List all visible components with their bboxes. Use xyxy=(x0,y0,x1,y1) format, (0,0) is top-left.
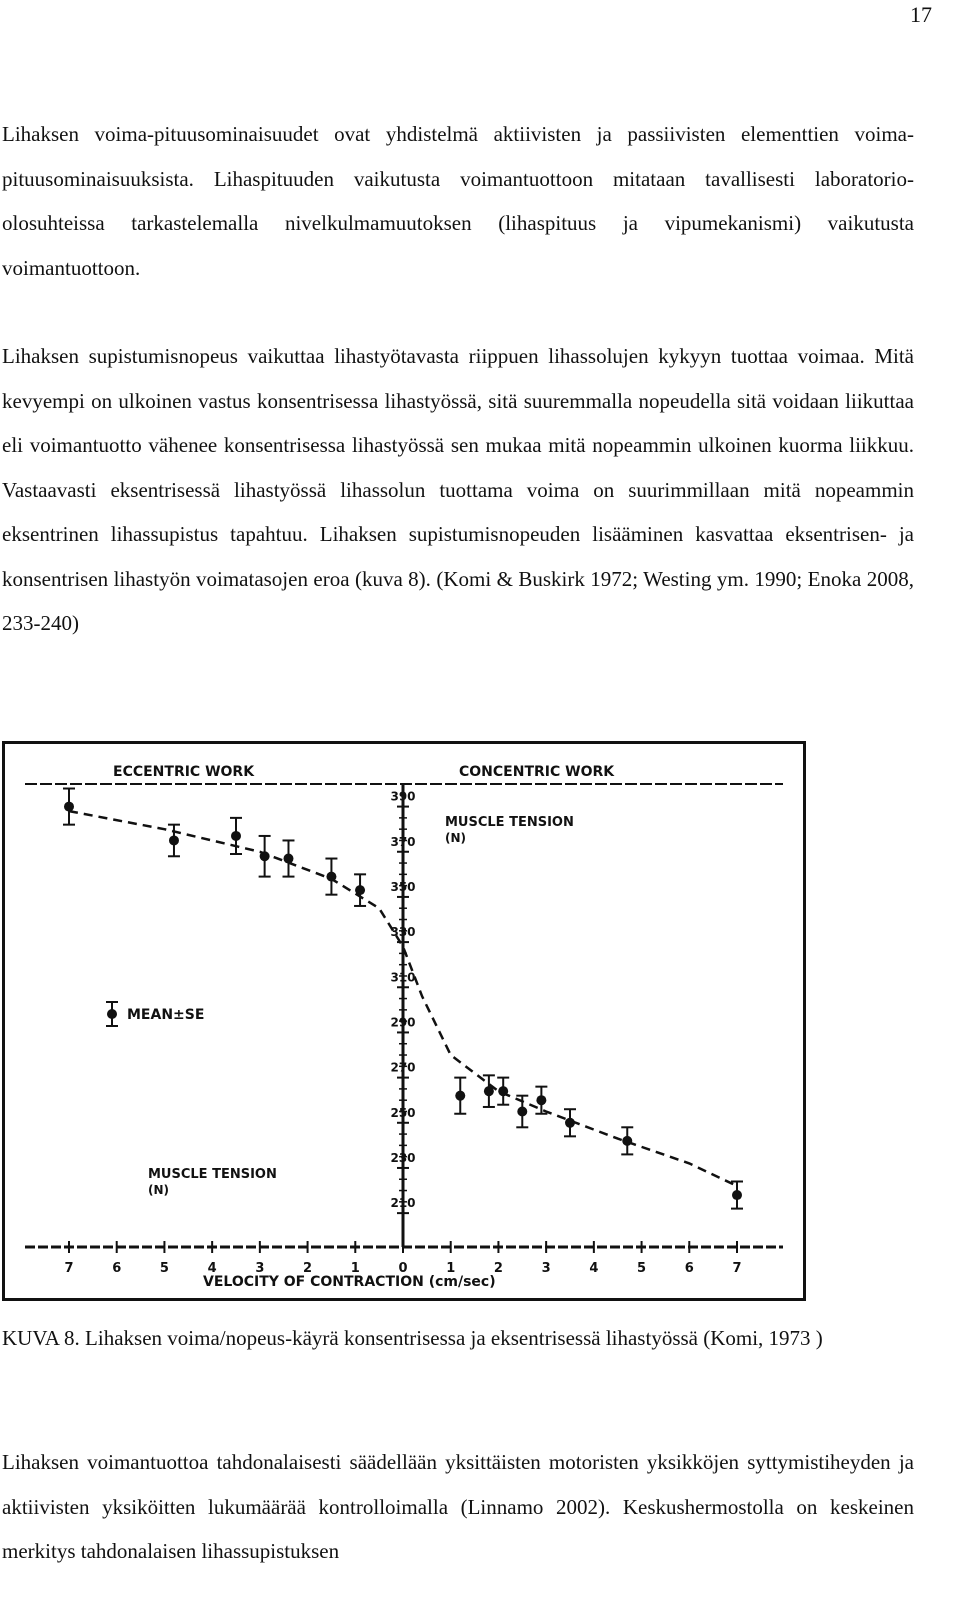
x-tick-label: 1 xyxy=(350,1261,360,1276)
point-marker xyxy=(283,854,293,864)
x-tick-label: 2 xyxy=(303,1261,313,1276)
data-point xyxy=(564,1109,576,1136)
data-point xyxy=(535,1087,547,1114)
point-marker xyxy=(517,1106,527,1116)
x-tick-label: 6 xyxy=(684,1261,694,1276)
tension-unit-bottom: (N) xyxy=(148,1183,170,1197)
data-point xyxy=(168,825,180,857)
point-marker xyxy=(484,1086,494,1096)
point-marker xyxy=(260,851,270,861)
force-velocity-chart xyxy=(5,744,803,1298)
x-tick-label: 5 xyxy=(159,1261,169,1276)
y-tick-label: 390 xyxy=(390,789,416,804)
point-marker xyxy=(326,872,336,882)
point-marker xyxy=(455,1091,465,1101)
tension-label-bottom: MUSCLE TENSION xyxy=(148,1167,277,1182)
x-tick-label: 1 xyxy=(446,1261,456,1276)
point-marker xyxy=(64,802,74,812)
data-point xyxy=(354,874,366,906)
tension-label-top: MUSCLE TENSION xyxy=(445,815,574,830)
x-tick-label: 7 xyxy=(64,1261,74,1276)
data-point xyxy=(282,840,294,876)
tension-unit-top: (N) xyxy=(445,831,467,845)
figure-force-velocity xyxy=(2,741,806,1301)
figure-caption: KUVA 8. Lihaksen voima/nopeus-käyrä konsentrisessa ja eksentrisessä lihastyössä (Komi, 1973 ) xyxy=(2,1326,823,1350)
point-marker xyxy=(498,1086,508,1096)
data-point xyxy=(621,1127,633,1154)
x-tick-label: 2 xyxy=(493,1261,503,1276)
y-tick-label: 250 xyxy=(390,1105,416,1120)
paragraph-length-tension: Lihaksen voima-pituusominaisuudet ovat yhdistelmä aktiivisten ja passiivisten elementtien voima-pituusominaisuuksista. Lihaspituuden vaikutusta voimantuottoon mitataan tavallisesti laboratorio-olosuhteissa tarkastelemalla nivelkulmamuutoksen (lihaspituus ja vipumekanismi) vaikutusta voimantuottoon. xyxy=(2,122,914,280)
legend-symbol xyxy=(106,1002,118,1026)
x-tick-label: 0 xyxy=(398,1261,408,1276)
y-tick-label: 290 xyxy=(390,1015,416,1030)
legend-marker xyxy=(107,1009,117,1019)
tick-layer xyxy=(64,790,741,1276)
legend-label: MEAN±SE xyxy=(127,1007,205,1023)
y-tick-label: 210 xyxy=(390,1196,416,1211)
paragraph-motor-units: Lihaksen voimantuottoa tahdonalaisesti säädellään yksittäisten motoristen yksikköjen syttymistiheyden ja aktiivisten yksiköitten lukumäärää kontrolloimalla (Linnamo 2002). Keskushermostolla on keskeinen merkitys tahdonalaisen lihassupistuksen xyxy=(2,1450,914,1563)
x-tick-label: 3 xyxy=(541,1261,551,1276)
eccentric-label: ECCENTRIC WORK xyxy=(113,764,255,780)
point-marker xyxy=(231,831,241,841)
x-tick-label: 4 xyxy=(589,1261,599,1276)
data-point xyxy=(731,1182,743,1209)
point-marker xyxy=(536,1095,546,1105)
y-tick-label: 370 xyxy=(390,834,416,849)
point-marker xyxy=(169,835,179,845)
data-point xyxy=(497,1078,509,1105)
point-marker xyxy=(565,1118,575,1128)
y-tick-label: 350 xyxy=(390,879,416,894)
y-tick-label: 270 xyxy=(390,1060,416,1075)
point-marker xyxy=(622,1136,632,1146)
x-tick-label: 4 xyxy=(207,1261,217,1276)
x-tick-label: 7 xyxy=(732,1261,742,1276)
x-tick-label: 5 xyxy=(637,1261,647,1276)
data-point xyxy=(63,789,75,825)
data-point xyxy=(230,818,242,854)
paragraph-contraction-velocity: Lihaksen supistumisnopeus vaikuttaa lihastyötavasta riippuen lihassolujen kykyyn tuottaa voimaa. Mitä kevyempi on ulkoinen vastus konsentrisessa lihastyössä, sitä suuremmalla nopeudella sitä voidaan liikuttaa eli voimantuotto vähenee konsentrisessa lihastyössä sen mukaa mitä nopeammin ulkoinen kuorma liikkuu. Vastaavasti eksentrisessä lihastyössä lihassolun tuottama voima on suurimmillaan mitä nopeammin eksentrinen lihassupistus tapahtuu. Lihaksen supistumisnopeuden lisääminen kasvattaa eksentrisen- ja konsentrisen lihastyön voimatasojen eroa (kuva 8). (Komi & Buskirk 1972; Westing ym. 1990; Enoka 2008, 233-240) xyxy=(2,344,914,635)
point-marker xyxy=(732,1190,742,1200)
y-tick-label: 230 xyxy=(390,1150,416,1165)
point-marker xyxy=(355,885,365,895)
data-point xyxy=(325,859,337,895)
data-point xyxy=(454,1078,466,1114)
x-axis-label: VELOCITY OF CONTRACTION (cm/sec) xyxy=(203,1274,496,1290)
y-tick-label: 330 xyxy=(390,925,416,940)
x-tick-label: 3 xyxy=(255,1261,265,1276)
x-tick-label: 6 xyxy=(112,1261,122,1276)
concentric-label: CONCENTRIC WORK xyxy=(459,764,615,780)
page-number: 17 xyxy=(910,2,932,27)
y-tick-label: 310 xyxy=(390,970,416,985)
data-point xyxy=(259,836,271,877)
